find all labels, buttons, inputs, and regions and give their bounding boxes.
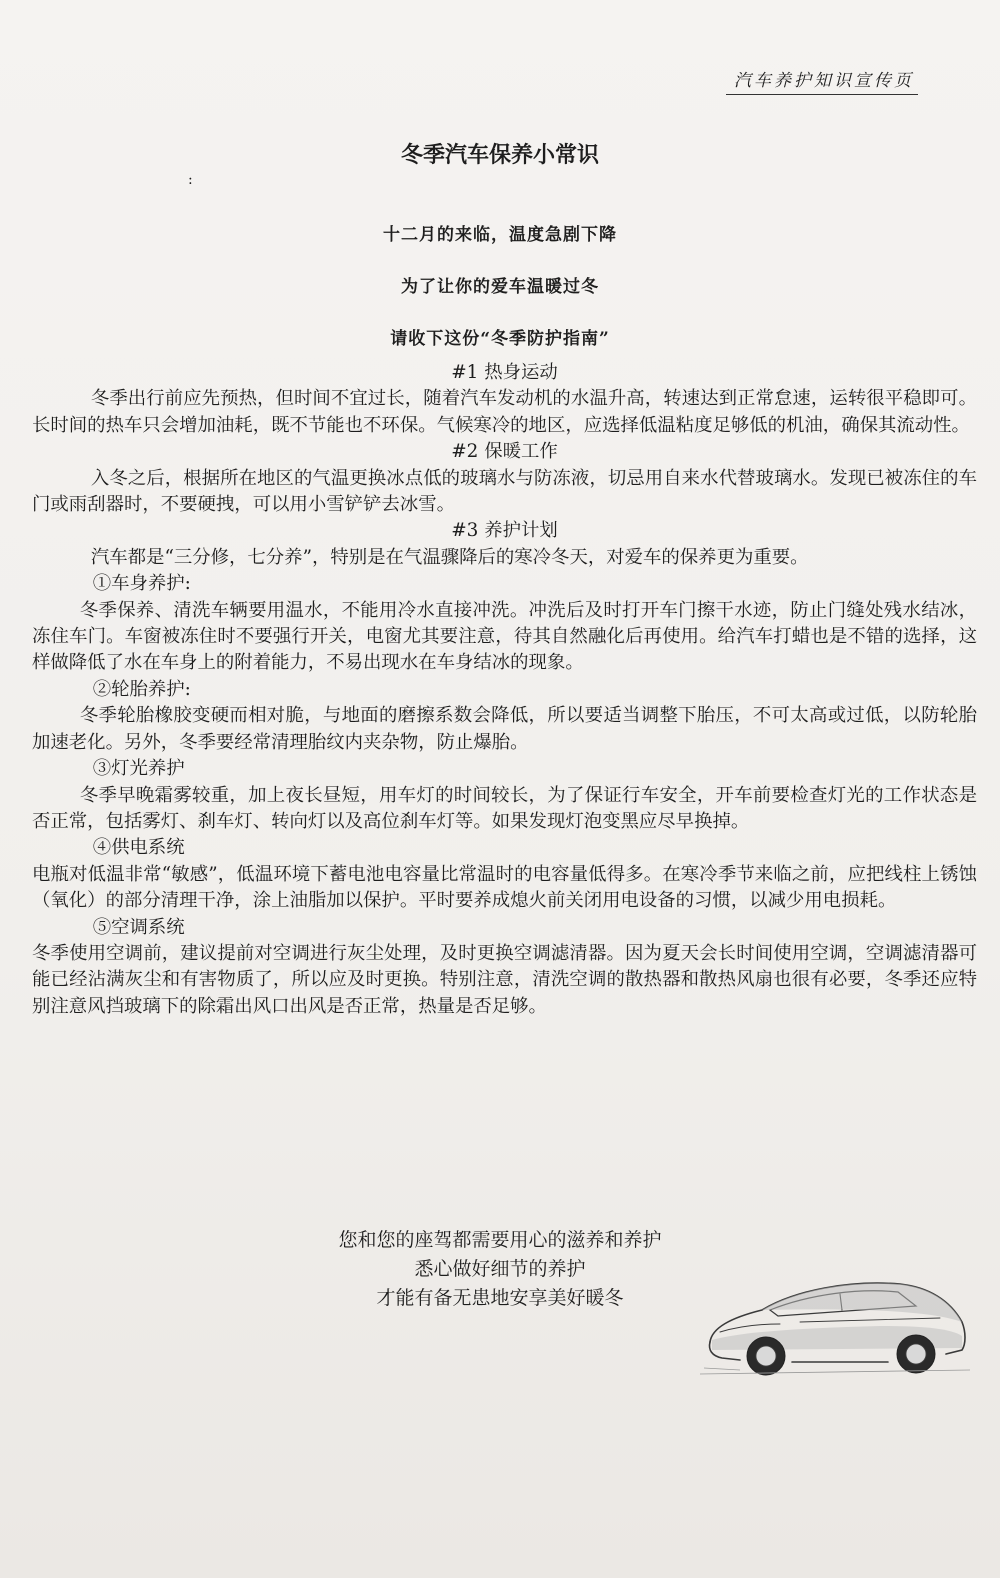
closing-line-3: 才能有备无患地安享美好暖冬	[376, 1287, 624, 1309]
item-tire-title: ②轮胎养护:	[92, 678, 191, 700]
section-3-intro: 汽车都是“三分修，七分养”，特别是在气温骤降后的寒冷冬天，对爱车的保养更为重要。	[90, 546, 809, 568]
intro-line-2: 为了让你的爱车温暖过冬	[401, 277, 599, 297]
section-1-text: 冬季出行前应先预热，但时间不宜过长，随着汽车发动机的水温升高，转速达到正常怠速，运转很平稳即可。长时间的热车只会增加油耗，既不节能也不环保。气候寒冷的地区，应选择低温粘度足够低的机油，确保其流动性。	[32, 388, 977, 436]
intro-line-3: 请收下这份“冬季防护指南”	[390, 329, 610, 349]
car-sketch-icon	[700, 1270, 970, 1380]
closing-line-1: 您和您的座驾都需要用心的滋养和养护	[338, 1229, 662, 1251]
intro-line-1: 十二月的来临，温度急剧下降	[383, 225, 617, 245]
item-body-title: ①车身养护:	[92, 573, 191, 595]
item-tire-text: 冬季轮胎橡胶变硬而相对脆，与地面的磨擦系数会降低，所以要适当调整下胎压，不可太高或过低，以防轮胎加速老化。另外，冬季要经常清理胎纹内夹杂物，防止爆胎。	[32, 705, 977, 753]
section-3-heading: #3 养护计划	[451, 520, 558, 542]
item-power-text: 电瓶对低温非常“敏感”，低温环境下蓄电池电容量比常温时的电容量低得多。在寒冷季节来临之前，应把线柱上锈蚀（氧化）的部分清理干净，涂上油脂加以保护。平时要养成熄火前关闭用电设备的习惯，以减少用电损耗。	[32, 863, 977, 912]
section-1-heading: #1 热身运动	[451, 362, 558, 383]
item-ac-text: 冬季使用空调前，建议提前对空调进行灰尘处理，及时更换空调滤清器。因为夏天会长时间使用空调，空调滤清器可能已经沾满灰尘和有害物质了，所以应及时更换。特别注意，清洗空调的散热器和散热风扇也很有必要，冬季还应特别注意风挡玻璃下的除霜出风口出风是否正常，热量是否足够。	[32, 942, 977, 1017]
section-2-heading: #2 保暖工作	[451, 441, 558, 463]
section-2-text: 入冬之后，根据所在地区的气温更换冰点低的玻璃水与防冻液，切忌用自来水代替玻璃水。发现已被冻住的车门或雨刮器时，不要硬拽，可以用小雪铲铲去冰雪。	[32, 467, 977, 516]
page-title: 冬季汽车保养小常识	[400, 143, 599, 168]
item-light-text: 冬季早晚霜雾较重，加上夜长昼短，用车灯的时间较长，为了保证行车安全，开车前要检查灯光的工作状态是否正常，包括雾灯、刹车灯、转向灯以及高位刹车灯等。如果发现灯泡变黑应尽早换掉。	[32, 784, 977, 832]
page-header: 汽车养护知识宣传页	[726, 66, 918, 95]
item-light-title: ③灯光养护	[92, 758, 185, 780]
item-body-text: 冬季保养、清洗车辆要用温水，不能用冷水直接冲洗。冲洗后及时打开车门擦干水迹，防止门缝处残水结冰，冻住车门。车窗被冻住时不要强行开关，电窗尤其要注意，待其自然融化后再使用。给汽车打蜡也是不错的选择，这样做降低了水在车身上的附着能力，不易出现水在车身结冰的现象。	[32, 599, 977, 674]
closing-line-2: 悉心做好细节的养护	[414, 1258, 586, 1280]
stray-mark: :	[188, 172, 193, 188]
article-body	[32, 360, 977, 1020]
item-power-title: ④供电系统	[92, 837, 185, 859]
item-ac-title: ⑤空调系统	[92, 916, 185, 938]
